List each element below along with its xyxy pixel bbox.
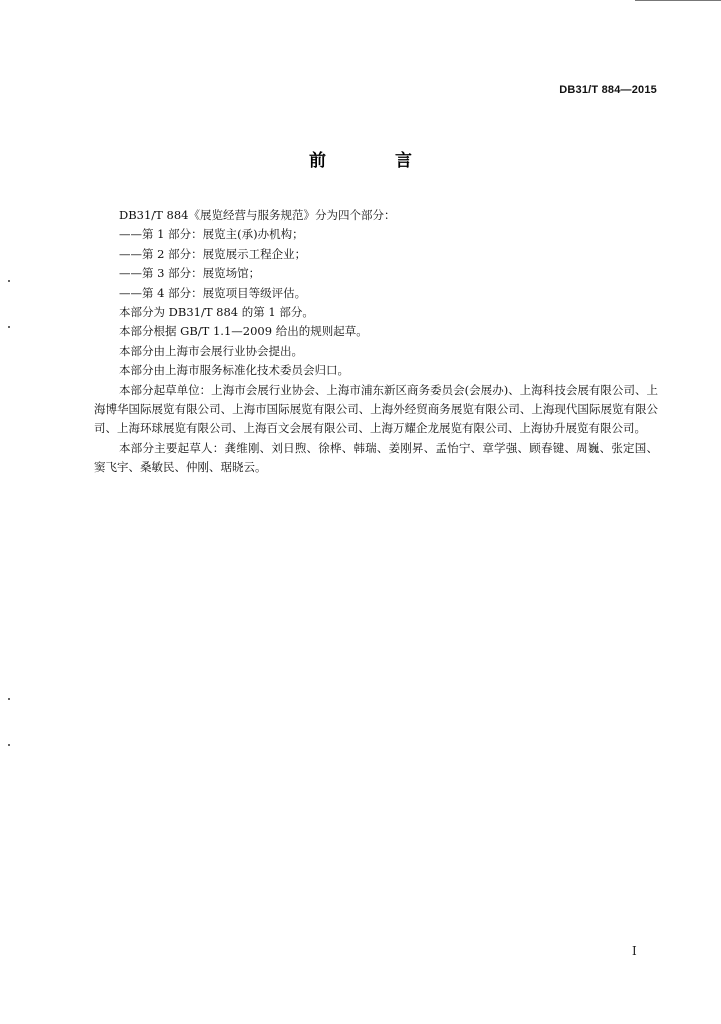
part-statement-line: 本部分为 DB31/T 884 的第 1 部分。 xyxy=(119,305,314,320)
drafters-paragraph: 本部分主要起草人：龚维刚、刘日煦、徐桦、韩瑞、姜刚昇、孟怡宁、章学强、顾春键、周巍、张定国、窦飞宇、桑敏民、仲刚、琚晓云。 xyxy=(94,440,658,475)
drafting-rule-line: 本部分根据 GB/T 1.1—2009 给出的规则起草。 xyxy=(119,324,368,339)
page-number: I xyxy=(632,944,637,958)
part-3-line: ——第 3 部分：展览场馆； xyxy=(119,266,261,281)
margin-speck xyxy=(8,326,10,328)
part-2-line: ——第 2 部分：展览展示工程企业； xyxy=(119,246,307,261)
document-code: DB31/T 884—2015 xyxy=(559,84,657,96)
margin-speck xyxy=(8,744,10,746)
drafting-units-paragraph: 本部分起草单位：上海市会展行业协会、上海市浦东新区商务委员会(会展办)、上海科技会展有限公司、上海博华国际展览有限公司、上海市国际展览有限公司、上海外经贸商务展览有限公司、上海现代国际展览有限公司、上海环球展览有限公司、上海百文会展有限公司、上海万耀企龙展览有限公司、上海协升展览有限公司。 xyxy=(94,382,658,436)
intro-line: DB31/T 884《展览经营与服务规范》分为四个部分： xyxy=(119,208,396,222)
page-title: 前 言 xyxy=(309,151,438,171)
margin-speck xyxy=(8,280,10,282)
margin-speck xyxy=(8,698,10,700)
proposer-line: 本部分由上海市会展行业协会提出。 xyxy=(119,343,303,358)
part-4-line: ——第 4 部分：展览项目等级评估。 xyxy=(119,285,307,300)
body-text xyxy=(94,206,658,478)
part-1-line: ——第 1 部分：展览主(承)办机构； xyxy=(119,227,304,242)
top-rule xyxy=(635,0,721,1)
centralized-by-line: 本部分由上海市服务标准化技术委员会归口。 xyxy=(119,363,349,378)
